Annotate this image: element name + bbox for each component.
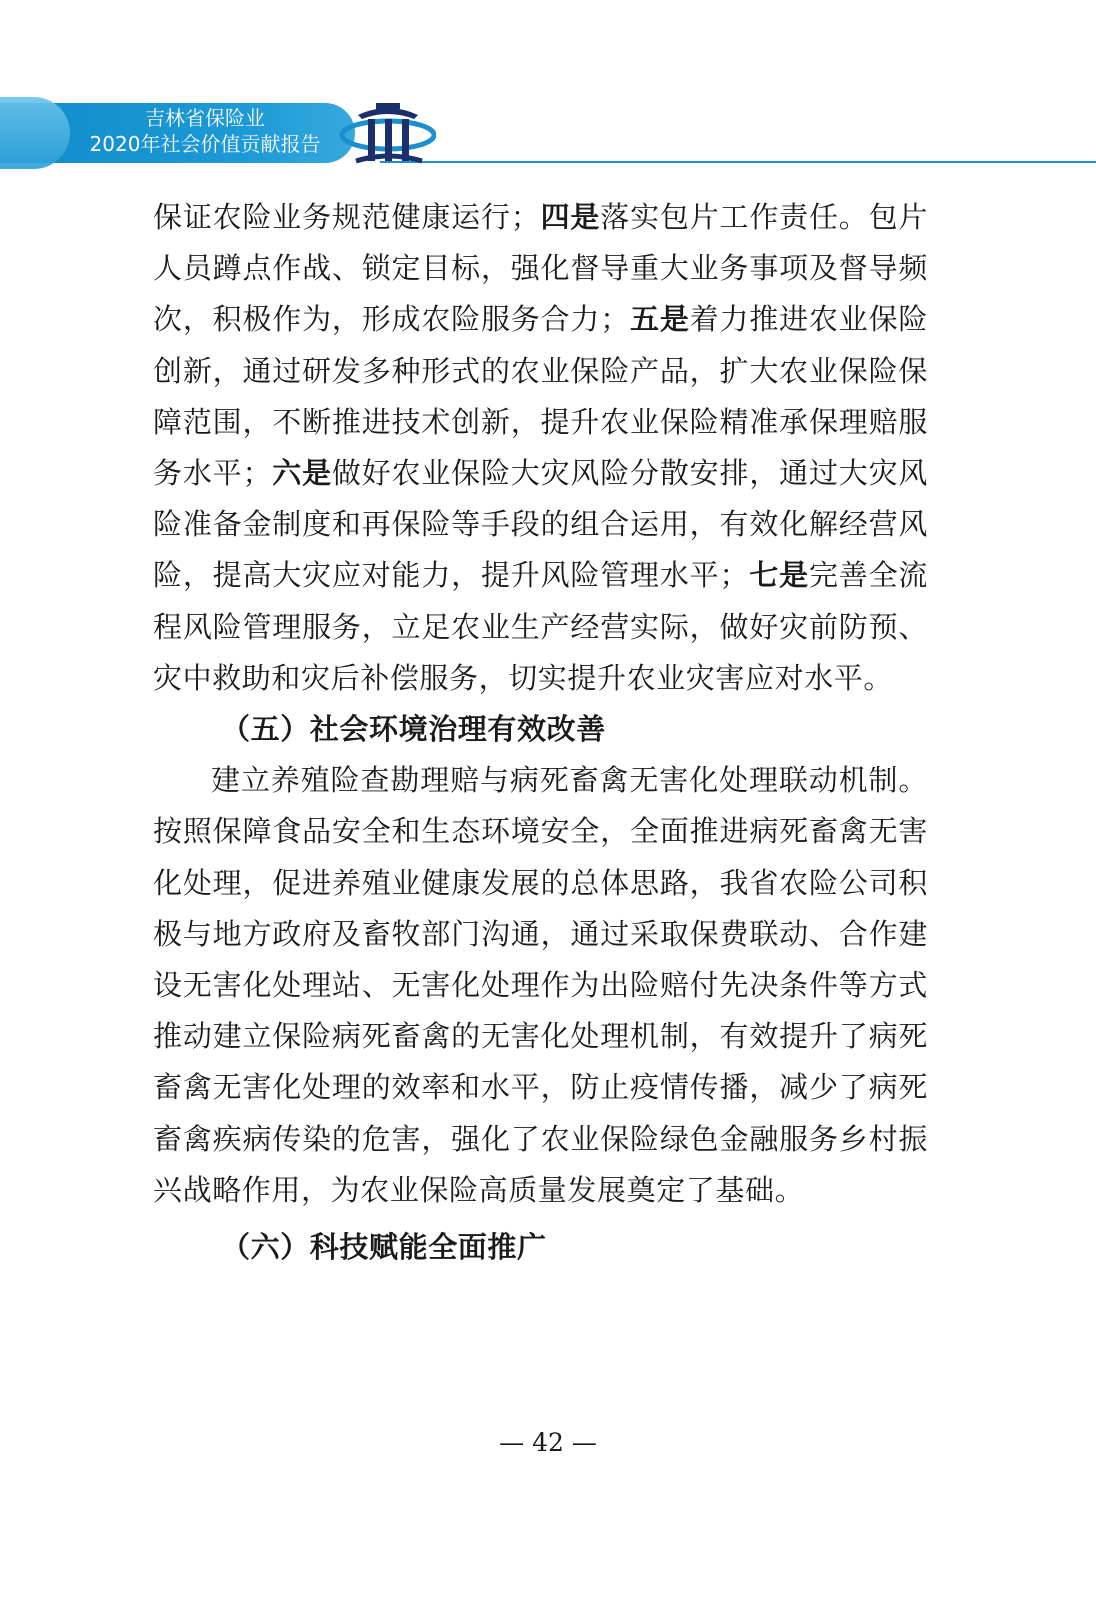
emphasis-four: 四是 <box>540 200 601 234</box>
emphasis-five: 五是 <box>629 302 690 337</box>
text-run: 完善全流程风险管理服务，立足农业生产经营实际，做好灾前防预、灾中救助和灾后补偿服务，切实提升农业灾害应对水平。 <box>153 558 928 695</box>
paragraph-agri-measures <box>153 192 928 704</box>
text-run: 保证农险业务规范健康运行； <box>153 200 541 234</box>
section-heading-6: （六）科技赋能全面推广 <box>221 1230 547 1265</box>
text-run: 着力推进农业保险创新，通过研发多种形式的农业保险产品，扩大农业保险保障范围，不断推进技术创新，提升农业保险精准承保理赔服务水平； <box>153 302 928 491</box>
emphasis-six: 六是 <box>272 456 332 491</box>
header-tab-edge <box>0 97 70 169</box>
text-run: 落实包片工作责任。包片人员蹲点作战、锁定目标，强化督导重大业务事项及督导频次，积极作为，形成农险服务合力； <box>153 200 929 337</box>
header-rule <box>380 161 1096 163</box>
page-number: — 42 — <box>499 1428 597 1457</box>
text-run: 做好农业保险大灾风险分散安排，通过大灾风险准备金制度和再保险等手段的组合运用，有效化解经营风险，提高大灾应对能力，提升风险管理水平； <box>153 456 928 593</box>
paragraph-environment: 建立养殖险查勘理赔与病死畜禽无害化处理联动机制。按照保障食品安全和生态环境安全，全面推进病死畜禽无害化处理，促进养殖业健康发展的总体思路，我省农险公司积极与地方政府及畜牧部门沟通，通过采取保费联动、合作建设无害化处理站、无害化处理作为出险赔付先决条件等方式推动建立保险病死畜禽的无害化处理机制，有效提升了病死畜禽无害化处理的效率和水平，防止疫情传播，减少了病死畜禽疾病传染的危害，强化了农业保险绿色金融服务乡村振兴战略作用，为农业保险高质量发展奠定了基础。 <box>153 763 928 1207</box>
report-header-banner <box>0 97 1096 169</box>
body-text <box>153 192 928 1273</box>
report-title-line2: 2020年社会价值贡献报告 <box>89 132 321 156</box>
report-title <box>70 105 340 157</box>
report-title-line1: 吉林省保险业 <box>145 106 265 130</box>
section-heading-5: （五）社会环境治理有效改善 <box>221 712 606 747</box>
pavilion-logo-icon <box>336 97 436 169</box>
emphasis-seven: 七是 <box>749 558 809 593</box>
